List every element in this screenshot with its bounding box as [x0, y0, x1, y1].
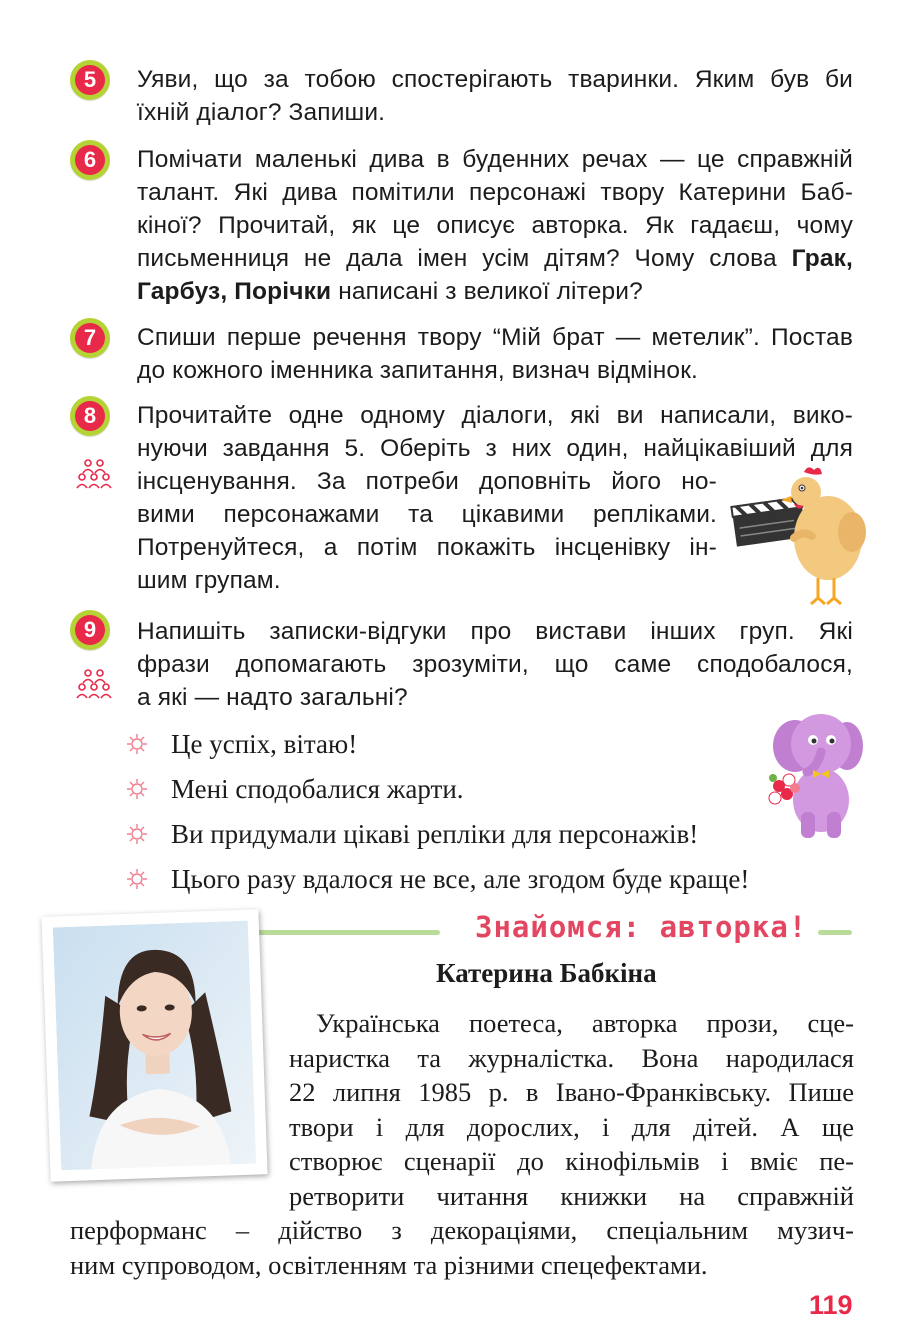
author-bio: Українська поетеса, авторка прози, сце- наристка та журналістка. Вона народилася 22 липня 1985 р. в Івано-Франківську. Пише твори і для дорослих, і для дітей. А ще створює сценарії до кінофільмів і вміє пе- ретворити читання книжки на справжній: [289, 1008, 854, 1211]
task-text: Уяви, що за тобою спостерігають тваринки. Яким був би їхній діалог? Запиши.: [137, 66, 853, 126]
author-bio-continued: перформанс – дійство з декораціями, спеціальним музич- ним супроводом, освітленням та різними спецефектами.: [70, 1215, 854, 1280]
task-text: Напишіть записки-відгуки про вистави інших груп. Які фрази допомагають зрозуміти, що саме сподобалося, а які — надто загальні?: [137, 618, 853, 711]
bold-word: Грак: [791, 245, 847, 272]
sun-bullet-icon: [126, 823, 148, 845]
task-number-badge: 9: [70, 610, 110, 650]
task-text: Прочитайте одне одному діалоги, які ви написали, вико- нуючи завдання 5. Оберіть з них один, найцікавіший для інсценування. За потреби доповніть його но- вими персонажами та цікавими репліками. Потренуйтеся, а потім покажіть інсценівку ін- шим групам.: [137, 402, 853, 594]
sun-bullet-icon: [126, 868, 148, 890]
decorative-line: [818, 930, 852, 935]
task-text: Помічати маленькі дива в буденних речах — це справжній талант. Які дива помітили персонажі твору Катерини Баб- кіної? Прочитай, як це описує авторка. Як гадаєш, чому письменниця не дала імен усім дітям? Чому слова Грак, Гарбуз, Порічки написані з великої літери?: [137, 146, 853, 305]
task-number-badge: 6: [70, 140, 110, 180]
bold-word: Порічки: [234, 278, 332, 305]
sun-bullet-icon: [126, 733, 148, 755]
decorative-line: [250, 930, 440, 935]
group-work-icon: [76, 458, 112, 490]
page-number: 119: [809, 1290, 853, 1320]
group-work-icon: [76, 668, 112, 700]
task-text: Спиши перше речення твору “Мій брат — метелик”. Постав до кожного іменника запитання, визнач відмінок.: [137, 324, 853, 384]
task-number-badge: 8: [70, 396, 110, 436]
sun-bullet-icon: [126, 778, 148, 800]
author-photo: [41, 909, 267, 1181]
author-name: Катерина Бабкіна: [436, 958, 657, 988]
elephant-with-flowers-illustration: [765, 708, 865, 840]
bold-word: Гарбуз: [137, 278, 221, 305]
task-number-badge: 5: [70, 60, 110, 100]
section-heading: Знайомся: авторка!: [475, 910, 808, 944]
chicken-with-clapperboard-illustration: [728, 466, 873, 606]
task-number-badge: 7: [70, 318, 110, 358]
